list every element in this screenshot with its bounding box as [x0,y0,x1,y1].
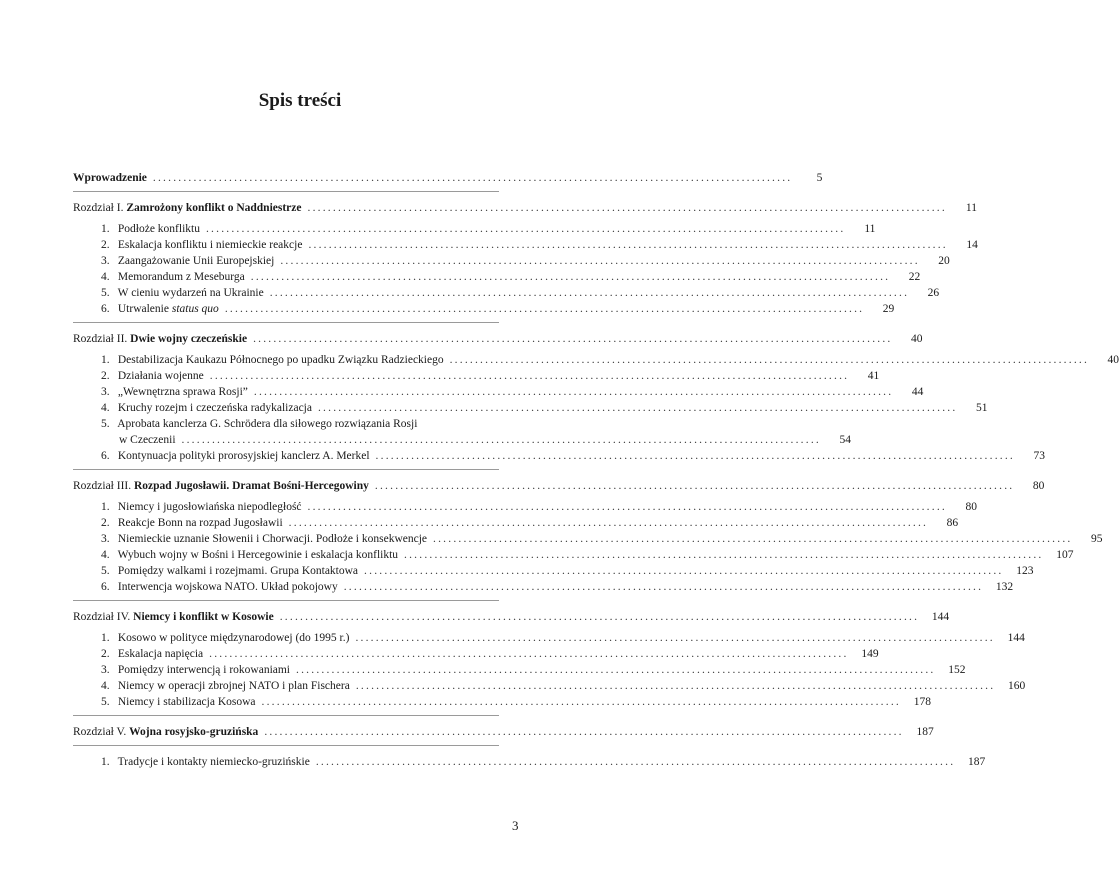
item-number: 6. [101,581,110,593]
leader-dots: .............................................................................................................................. [288,517,929,529]
item-label: Niemcy i stabilizacja Kosowa [117,696,256,708]
leader-dots: .............................................................................................................................. [209,370,850,382]
divider [73,191,499,192]
item-label: Interwencja wojskowa NATO. Układ pokojowy [117,581,338,593]
item-label: Niemcy i jugosłowiańska niepodległość [117,501,302,513]
item-number: 1. [101,632,110,644]
toc-item[interactable] [101,446,1045,462]
toc-item[interactable] [101,235,978,251]
toc-item[interactable] [101,529,1103,545]
leader-dots: .............................................................................................................................. [433,533,1073,545]
item-number: 2. [101,239,110,251]
toc-item[interactable] [101,497,977,513]
item-number: 5. [101,287,110,299]
toc-page-number: 14 [966,239,978,251]
toc-chapter-2[interactable] [73,329,923,345]
leader-dots: .............................................................................................................................. [279,611,920,623]
leader-dots: .............................................................................................................................. [253,333,893,345]
divider [73,600,499,601]
toc-item[interactable] [101,414,851,446]
divider [73,715,499,716]
leader-dots: .............................................................................................................................. [224,303,865,315]
toc-chapter-5[interactable] [73,722,934,738]
item-number: 6. [101,450,110,462]
toc-page-number: 107 [1056,549,1074,561]
item-number: 5. [101,418,110,430]
toc-item[interactable] [101,382,924,398]
page-title: Spis treści [258,90,342,111]
toc-entry-intro[interactable] [73,168,823,184]
item-label: Kosowo w polityce międzynarodowej (do 1995 r.) [117,632,350,644]
leader-dots: .............................................................................................................................. [374,480,1015,492]
toc-item[interactable] [101,251,950,267]
item-number: 5. [101,696,110,708]
toc-chapter-label [73,480,369,492]
item-label: „Wewnętrzna sprawa Rosji” [117,386,248,398]
toc-page-number: 160 [1008,680,1026,692]
toc-page-number: 144 [1007,632,1025,644]
toc-item[interactable] [101,561,1034,577]
toc-page-number: 86 [946,517,959,529]
toc-chapter-label [73,611,274,623]
item-label: Niemcy w operacji zbrojnej NATO i plan Fischera [117,680,350,692]
item-label-continued: w Czeczenii [119,434,176,446]
leader-dots: .............................................................................................................................. [317,402,958,414]
toc-item[interactable] [101,283,940,299]
chapter-title: Zamrożony konflikt o Naddniestrze [126,202,302,214]
toc-page-number: 26 [927,287,940,299]
toc-page-number: 95 [1090,533,1103,545]
item-number: 3. [101,255,110,267]
item-label: Reakcje Bonn na rozpad Jugosławii [117,517,283,529]
toc-page-number: 44 [911,386,924,398]
item-label: Utrwalenie [117,303,169,315]
leader-dots: .............................................................................................................................. [375,450,1015,462]
toc-item[interactable] [101,398,988,414]
chapter-prefix: Rozdział III. [73,480,132,492]
toc-page-number: 80 [965,501,977,513]
toc-page-number: 149 [861,648,879,660]
chapter-title: Niemcy i konflikt w Kosowie [133,611,274,623]
toc-page-number: 144 [931,611,950,623]
toc-item[interactable] [101,752,986,768]
chapter-prefix: Rozdział II. [73,333,128,345]
toc-page-number: 40 [1107,354,1119,366]
leader-dots: .............................................................................................................................. [253,386,894,398]
table-of-contents [73,168,1119,768]
item-number: 3. [101,664,110,676]
toc-page-number: 5 [816,172,823,184]
item-label: Pomiędzy walkami i rozejmami. Grupa Kontaktowa [117,565,359,577]
leader-dots: .............................................................................................................................. [296,664,936,676]
leader-dots: .............................................................................................................................. [364,565,1004,577]
item-number: 3. [101,533,110,545]
leader-dots: .............................................................................................................................. [209,648,849,660]
leader-dots: .............................................................................................................................. [355,680,996,692]
divider [73,745,499,746]
leader-dots: .............................................................................................................................. [250,271,891,283]
toc-chapter-4[interactable] [73,607,950,623]
leader-dots: .............................................................................................................................. [343,581,984,593]
toc-item[interactable] [101,577,1014,593]
toc-page-number: 54 [839,434,851,446]
item-number: 3. [101,386,110,398]
item-label: Wybuch wojny w Bośni i Hercegowinie i eskalacja konfliktu [117,549,399,561]
toc-chapter-label [73,726,258,738]
item-label: Podłoże konfliktu [117,223,200,235]
chapter-title: Dwie wojny czeczeńskie [130,333,248,345]
item-label: Kontynuacja polityki prorosyjskiej kanclerz A. Merkel [117,450,370,462]
toc-chapter-1[interactable] [73,198,977,214]
leader-dots: .............................................................................................................................. [264,726,904,738]
item-label: Destabilizacja Kaukazu Północnego po upadku Związku Radzieckiego [117,354,444,366]
item-number: 5. [101,565,110,577]
item-label: W cieniu wydarzeń na Ukrainie [117,287,264,299]
toc-page-number: 20 [938,255,950,267]
toc-page-number: 187 [916,726,934,738]
toc-page-number: 132 [995,581,1014,593]
toc-page-number: 29 [882,303,895,315]
item-label: Memorandum z Meseburga [117,271,245,283]
item-label-italic: status quo [171,303,219,315]
leader-dots: .............................................................................................................................. [181,434,821,446]
toc-item[interactable] [101,676,1026,692]
toc-item[interactable] [101,366,880,382]
item-label: Eskalacja konfliktu i niemieckie reakcje [117,239,303,251]
item-number: 4. [101,402,110,414]
leader-dots: .............................................................................................................................. [261,696,901,708]
item-number: 2. [101,370,110,382]
leader-dots: .............................................................................................................................. [307,202,947,214]
item-number: 1. [101,501,110,513]
toc-page-number: 11 [965,202,977,214]
item-number: 4. [101,549,110,561]
item-label: Tradycje i kontakty niemiecko-gruzińskie [117,756,310,768]
item-number: 6. [101,303,110,315]
item-label: Niemieckie uznanie Słowenii i Chorwacji. Podłoże i konsekwencje [117,533,428,545]
leader-dots: .............................................................................................................................. [355,632,995,644]
toc-item[interactable] [101,513,959,529]
item-number: 1. [101,756,110,768]
chapter-prefix: Rozdział V. [73,726,127,738]
toc-page-number: 73 [1033,450,1045,462]
toc-page-number: 187 [968,756,986,768]
toc-item[interactable] [101,267,921,283]
item-number: 1. [101,223,110,235]
toc-item[interactable] [101,350,1119,366]
toc-chapter-label [73,202,302,214]
toc-page-number: 178 [913,696,931,708]
toc-item[interactable] [101,644,879,660]
item-number: 2. [101,517,110,529]
leader-dots: .............................................................................................................................. [404,549,1044,561]
item-number: 4. [101,680,110,692]
chapter-prefix: Rozdział IV. [73,611,131,623]
toc-page-number: 51 [975,402,988,414]
item-label: Pomiędzy interwencją i rokowaniami [117,664,291,676]
toc-item[interactable] [101,692,931,708]
toc-item[interactable] [101,628,1025,644]
toc-chapter-3[interactable] [73,476,1045,492]
toc-chapter-label [73,333,247,345]
item-number: 4. [101,271,110,283]
item-label: Eskalacja napięcia [117,648,204,660]
divider [73,469,499,470]
leader-dots: .............................................................................................................................. [449,354,1090,366]
toc-item[interactable] [101,545,1074,561]
item-number: 1. [101,354,110,366]
divider [73,322,499,323]
toc-page-number: 123 [1016,565,1034,577]
toc-item[interactable] [101,660,966,676]
item-label: Działania wojenne [117,370,204,382]
leader-dots: .............................................................................................................................. [205,223,846,235]
toc-entry-label: Wprowadzenie [73,172,147,184]
page-number: 3 [512,818,519,833]
leader-dots: .............................................................................................................................. [308,239,948,251]
chapter-prefix: Rozdział I. [73,202,124,214]
leader-dots: .............................................................................................................................. [280,255,920,267]
item-label: Aprobata kanclerza G. Schrödera dla siłowego rozwiązania Rosji [117,418,418,430]
leader-dots: .............................................................................................................................. [269,287,910,299]
toc-page-number: 40 [911,333,923,345]
toc-page-number: 22 [908,271,921,283]
leader-dots: .............................................................................................................................. [315,756,956,768]
toc-page-number: 11 [864,223,876,235]
item-label: Zaangażowanie Unii Europejskiej [117,255,275,267]
toc-page-number: 80 [1032,480,1045,492]
leader-dots: .............................................................................................................................. [307,501,947,513]
item-number: 2. [101,648,110,660]
chapter-title: Rozpad Jugosławii. Dramat Bośni-Hercegowiny [134,480,369,492]
chapter-title: Wojna rosyjsko-gruzińska [129,726,259,738]
toc-item[interactable] [101,219,876,235]
item-label: Kruchy rozejm i czeczeńska radykalizacja [117,402,312,414]
leader-dots: .............................................................................................................................. [152,172,793,184]
toc-item[interactable] [101,299,895,315]
toc-page-number: 41 [867,370,880,382]
toc-page-number: 152 [948,664,966,676]
